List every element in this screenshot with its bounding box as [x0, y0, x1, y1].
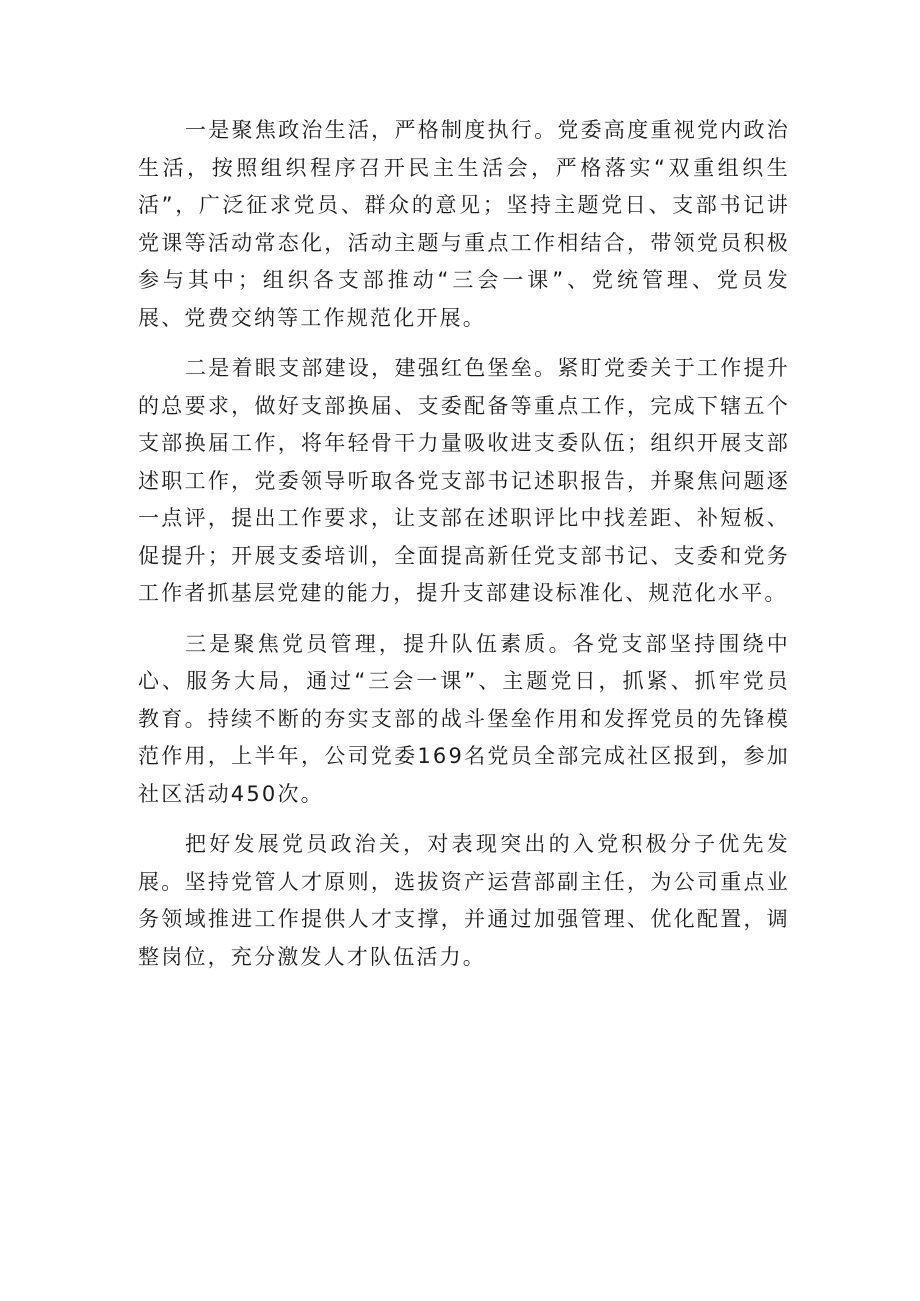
- paragraph-member-development: 把好发展党员政治关，对表现突出的入党积极分子优先发展。坚持党管人才原则，选拔资产运营部副主任，为公司重点业务领域推进工作提供人才支撑，并通过加强管理、优化配置，调整岗位，充分激发人才队伍活力。: [138, 832, 790, 969]
- paragraph-political-life: 一是聚焦政治生活，严格制度执行。党委高度重视党内政治生活，按照组织程序召开民主生活会，严格落实“双重组织生活”，广泛征求党员、群众的意见；坚持主题党日、支部书记讲党课等活动常态化，活动主题与重点工作相结合，带领党员积极参与其中；组织各支部推动“三会一课”、党统管理、党员发展、党费交纳等工作规范化开展。: [138, 118, 790, 330]
- paragraph-branch-building: 二是着眼支部建设，建强红色堡垒。紧盯党委关于工作提升的总要求，做好支部换届、支委配备等重点工作，完成下辖五个支部换届工作，将年轻骨干力量吸收进支委队伍；组织开展支部述职工作，党委领导听取各党支部书记述职报告，并聚焦问题逐一点评，提出工作要求，让支部在述职评比中找差距、补短板、促提升；开展支委培训，全面提高新任党支部书记、支委和党务工作者抓基层党建的能力，提升支部建设标准化、规范化水平。: [138, 356, 790, 605]
- paragraph-member-management: 三是聚焦党员管理，提升队伍素质。各党支部坚持围绕中心、服务大局，通过“三会一课”、主题党日，抓紧、抓牢党员教育。持续不断的夯实支部的战斗堡垒作用和发挥党员的先锋模范作用，上半年，公司党委169名党员全部完成社区报到，参加社区活动450次。: [138, 631, 790, 806]
- document-body: [138, 112, 790, 989]
